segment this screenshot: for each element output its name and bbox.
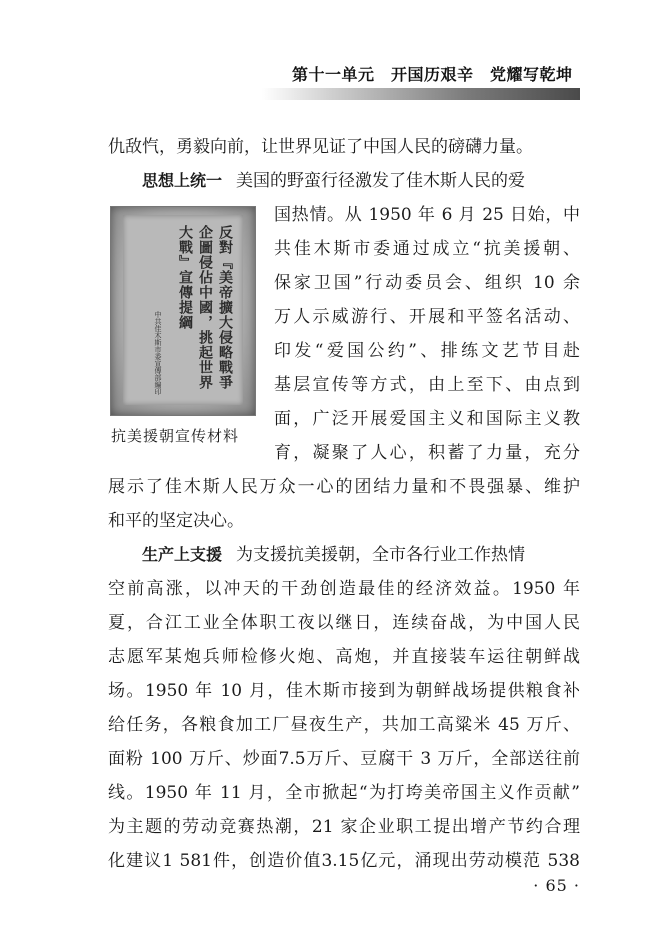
body-line: 国热情。从 1950 年 6 月 25 日始，中 — [274, 205, 580, 225]
propaganda-material-photo — [110, 206, 256, 416]
body-line: 保家卫国”行动委员会、组织 10 余 — [274, 273, 580, 293]
photo-text-column: 大戰』宣傳提綱 — [177, 225, 193, 330]
body-line: 空前高涨，以冲天的干劲创造最佳的经济效益。1950 年 — [108, 579, 580, 599]
paragraph-lead-line — [142, 544, 525, 566]
body-line: 为主题的劳动竞赛热潮，21 家企业职工提出增产节约合理 — [108, 817, 580, 837]
body-line: 基层宣传等方式，由上至下、由点到 — [274, 375, 580, 395]
paragraph-lead-line — [142, 170, 525, 192]
body-line: 场。1950 年 10 月，佳木斯市接到为朝鲜战场提供粮食补 — [108, 681, 580, 701]
photo-caption: 抗美援朝宣传材料 — [111, 427, 240, 445]
body-line: 万人示威游行、开展和平签名活动、 — [274, 307, 580, 327]
body-line: 线。1950 年 11 月，全市掀起“为打垮美帝国主义作贡献” — [108, 783, 580, 803]
page-number: · 65 · — [533, 876, 580, 895]
body-line: 育，凝聚了人心，积蓄了力量，充分 — [274, 443, 580, 463]
body-line: 印发“爱国公约”、排练文艺节目赴 — [274, 341, 580, 361]
body-line: 化建议1 581件，创造价值3.15亿元，涌现出劳动模范 538 — [108, 851, 580, 871]
photo-text-column: 企圖侵佔中國，挑起世界 — [197, 225, 213, 390]
body-line: 仇敌忾，勇毅向前，让世界见证了中国人民的磅礴力量。 — [108, 137, 533, 157]
body-line: 夏，合江工业全体职工夜以继日，连续奋战，为中国人民 — [108, 613, 580, 633]
photo-text-column: 中共佳木斯市委宣傳部編印 — [154, 311, 162, 395]
body-line: 面，广泛开展爱国主义和国际主义教 — [274, 409, 580, 429]
section-keyword: 生产上支援 — [142, 545, 223, 564]
header-rule — [262, 88, 580, 100]
body-text: 美国的野蛮行径激发了佳木斯人民的爱 — [236, 171, 526, 191]
body-line: 和平的坚定决心。 — [108, 511, 244, 531]
photo-paper — [123, 215, 243, 405]
body-text: 为支援抗美援朝，全市各行业工作热情 — [236, 545, 526, 565]
body-line: 共佳木斯市委通过成立“抗美援朝、 — [274, 239, 580, 259]
body-line: 志愿军某炮兵师检修火炮、高炮，并直接装车运往朝鲜战 — [108, 647, 580, 667]
running-header: 第十一单元 开国历艰辛 党耀写乾坤 — [292, 65, 573, 84]
body-line: 给任务，各粮食加工厂昼夜生产，共加工高粱米 45 万斤、 — [108, 715, 580, 735]
photo-text-column: 反對『美帝擴大侵略戰爭 — [217, 225, 233, 390]
section-keyword: 思想上统一 — [142, 171, 223, 190]
body-line: 展示了佳木斯人民万众一心的团结力量和不畏强暴、维护 — [108, 477, 580, 497]
body-line: 面粉 100 万斤、炒面7.5万斤、豆腐干 3 万斤，全部送往前 — [108, 749, 580, 769]
